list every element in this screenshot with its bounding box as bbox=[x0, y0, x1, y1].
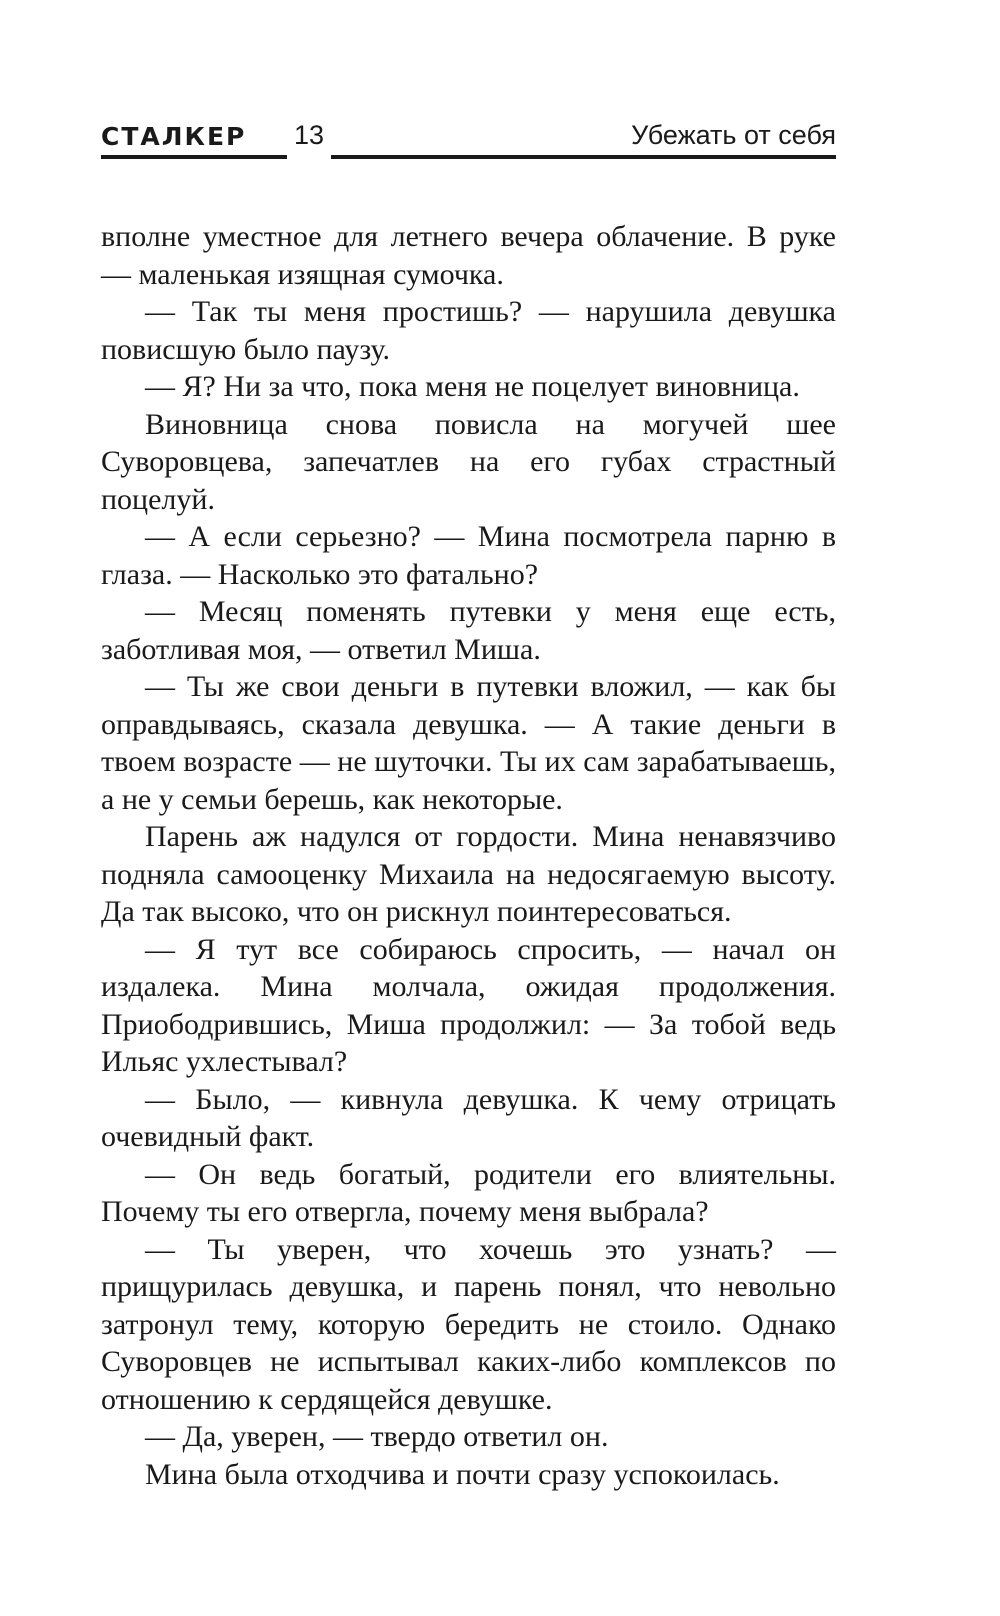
series-name: СТАЛКЕР bbox=[101, 122, 247, 151]
paragraph: — Ты же свои деньги в путевки вложил, — как бы оправдываясь, сказала девушка. — А такие деньги в твоем возрасте — не шуточки. Ты их сам зарабатываешь, а не у семьи берешь, как некоторые. bbox=[101, 670, 836, 816]
paragraph: — А если серьезно? — Мина посмотрела парню в глаза. — Насколько это фатально? bbox=[101, 520, 836, 591]
running-header bbox=[101, 118, 836, 164]
paragraph: — Было, — кивнула девушка. К чему отрицать очевидный факт. bbox=[101, 1082, 836, 1153]
paragraph: вполне уместное для летнего вечера облачение. В руке — маленькая изящная сумочка. bbox=[101, 220, 836, 291]
paragraph: — Месяц поменять путевки у меня еще есть, заботливая моя, — ответил Миша. bbox=[101, 595, 836, 666]
paragraph: — Я? Ни за что, пока меня не поцелует виновница. bbox=[145, 370, 800, 403]
paragraph: — Я тут все собираюсь спросить, — начал он издалека. Мина молчала, ожидая продолжения. Приободрившись, Миша продолжил: — За тобой ведь Ильяс ухлестывал? bbox=[101, 932, 836, 1078]
paragraph: Мина была отходчива и почти сразу успокоилась. bbox=[145, 1457, 780, 1491]
paragraph: Виновница снова повисла на могучей шее Суворовцева, запечатлев на его губах страстный поцелуй. bbox=[101, 407, 836, 516]
paragraph: Парень аж надулся от гордости. Мина ненавязчиво подняла самооценку Михаила на недосягаемую высоту. Да так высоко, что он рискнул поинтересоваться. bbox=[101, 820, 836, 928]
paragraph: — Он ведь богатый, родители его влиятельны. Почему ты его отвергла, почему меня выбрала? bbox=[101, 1157, 836, 1228]
body-text bbox=[101, 218, 836, 1493]
page-number: 13 bbox=[294, 120, 325, 150]
paragraph: — Так ты меня простишь? — нарушила девушка повисшую было паузу. bbox=[101, 295, 836, 366]
header-rule-right bbox=[331, 155, 836, 159]
paragraph: — Ты уверен, что хочешь это узнать? — прищурилась девушка, и парень понял, что невольно затронул тему, которую бередить не стоило. Однако Суворовцев не испытывал каких-либо комплексов по отношению к сердящейся девушке. bbox=[101, 1232, 836, 1416]
book-title: Убежать от себя bbox=[631, 120, 836, 150]
header-rule-left bbox=[101, 155, 287, 159]
paragraph: — Да, уверен, — твердо ответил он. bbox=[145, 1420, 609, 1453]
